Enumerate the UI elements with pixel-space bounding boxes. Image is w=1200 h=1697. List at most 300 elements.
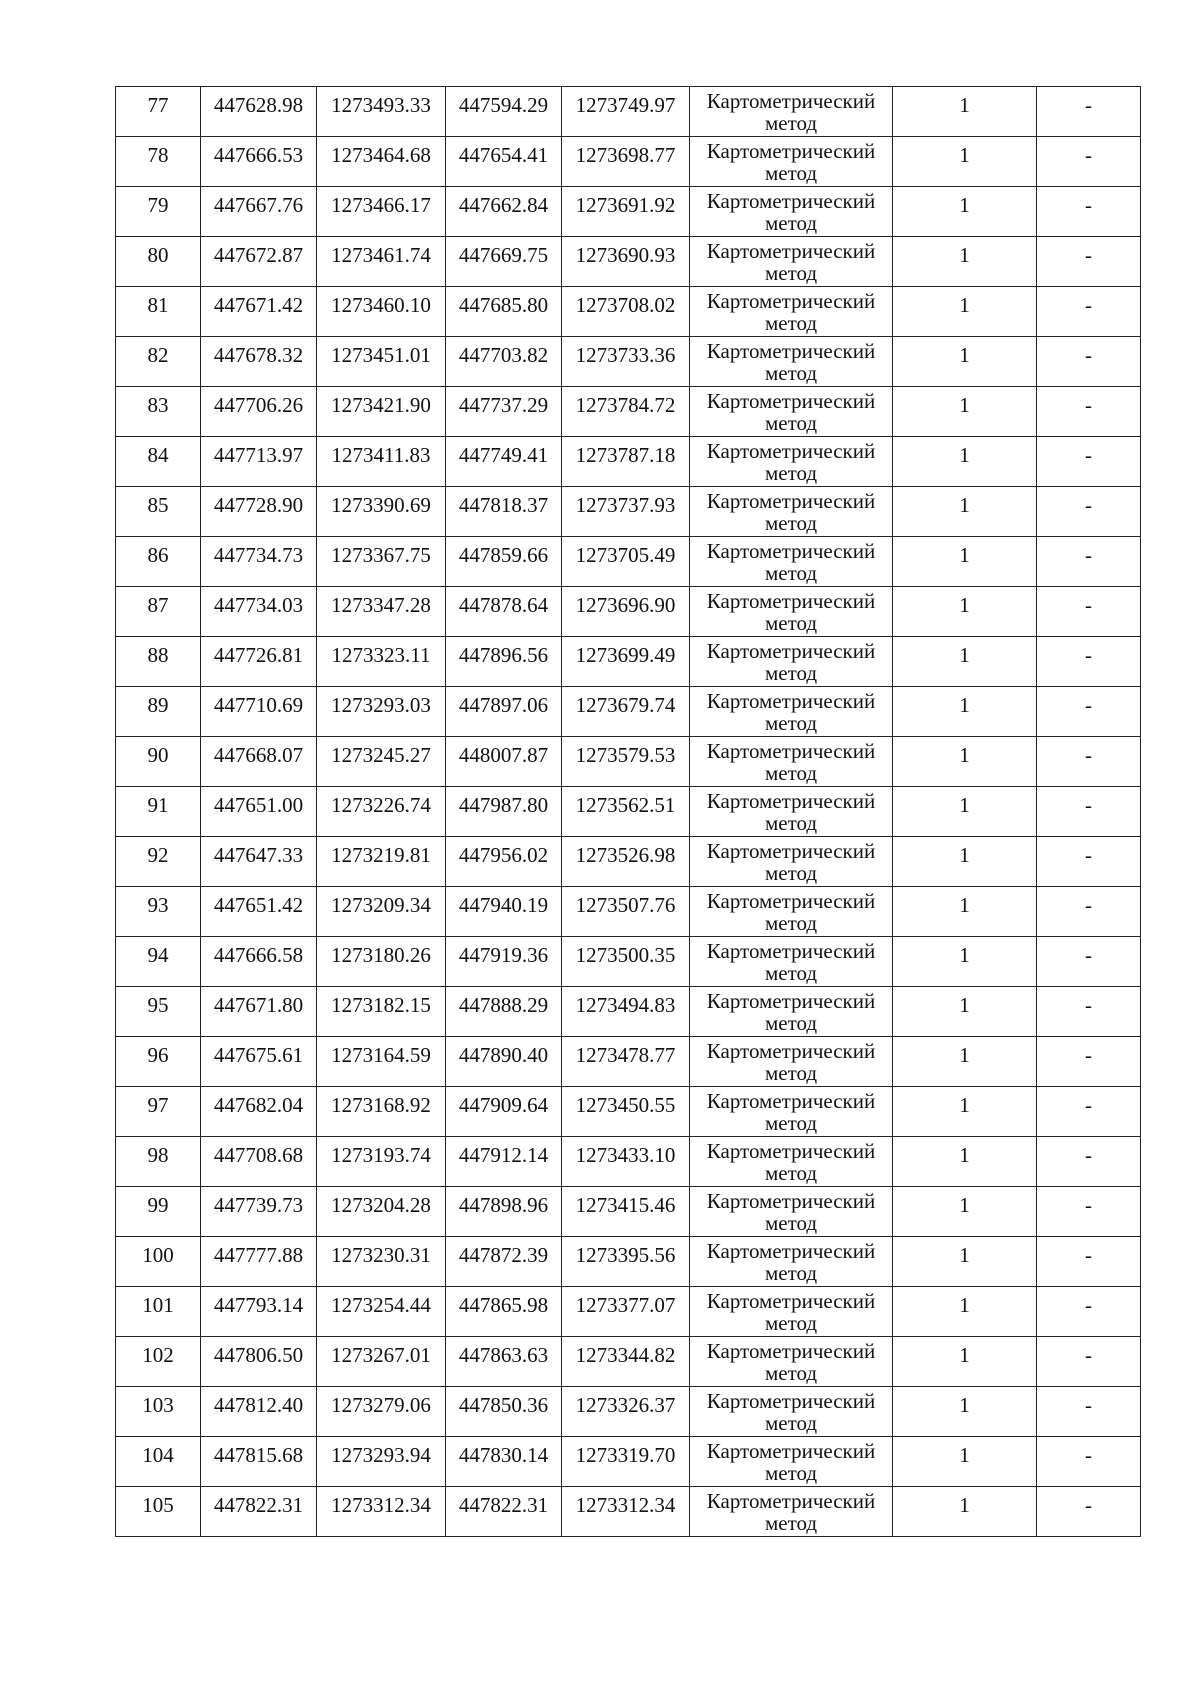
point-number-cell: 94 [116, 937, 201, 987]
accuracy-cell: 1 [893, 87, 1037, 137]
y-coordinate-cell: 1273180.26 [317, 937, 446, 987]
table-row [116, 837, 1141, 887]
y-coordinate-cell: 1273464.68 [317, 137, 446, 187]
accuracy-cell: 1 [893, 887, 1037, 937]
x-coordinate-2-cell: 447822.31 [446, 1487, 562, 1537]
table-row [116, 1387, 1141, 1437]
accuracy-cell: 1 [893, 1187, 1037, 1237]
note-cell: - [1037, 337, 1141, 387]
point-number-cell: 105 [116, 1487, 201, 1537]
y-coordinate-cell: 1273219.81 [317, 837, 446, 887]
method-cell [690, 587, 893, 637]
accuracy-cell: 1 [893, 137, 1037, 187]
method-cell [690, 187, 893, 237]
x-coordinate-2-cell: 447859.66 [446, 537, 562, 587]
note-cell: - [1037, 887, 1141, 937]
y-coordinate-cell: 1273367.75 [317, 537, 446, 587]
x-coordinate-2-cell: 447987.80 [446, 787, 562, 837]
method-label-continued: метод [764, 411, 818, 435]
method-cell [690, 1337, 893, 1387]
method-label-continued: метод [764, 1361, 818, 1385]
x-coordinate-2-cell: 447654.41 [446, 137, 562, 187]
x-coordinate-cell: 447647.33 [201, 837, 317, 887]
method-cell [690, 1237, 893, 1287]
note-cell: - [1037, 137, 1141, 187]
method-label: Картометрический [706, 489, 876, 513]
x-coordinate-2-cell: 447830.14 [446, 1437, 562, 1487]
method-label-continued: метод [764, 961, 818, 985]
method-cell [690, 437, 893, 487]
table-row [116, 337, 1141, 387]
method-label: Картометрический [706, 389, 876, 413]
y-coordinate-2-cell: 1273690.93 [562, 237, 690, 287]
x-coordinate-2-cell: 447749.41 [446, 437, 562, 487]
method-label: Картометрический [706, 89, 876, 113]
table-row [116, 887, 1141, 937]
method-label-continued: метод [764, 1211, 818, 1235]
x-coordinate-cell: 447708.68 [201, 1137, 317, 1187]
method-label: Картометрический [706, 1339, 876, 1363]
coordinates-table [115, 86, 1141, 1537]
method-label-continued: метод [764, 511, 818, 535]
x-coordinate-cell: 447728.90 [201, 487, 317, 537]
point-number-cell: 98 [116, 1137, 201, 1187]
note-cell: - [1037, 737, 1141, 787]
point-number-cell: 81 [116, 287, 201, 337]
method-label: Картометрический [706, 1089, 876, 1113]
x-coordinate-cell: 447651.00 [201, 787, 317, 837]
method-label-continued: метод [764, 211, 818, 235]
note-cell: - [1037, 1437, 1141, 1487]
method-label-continued: метод [764, 811, 818, 835]
method-cell [690, 387, 893, 437]
point-number-cell: 87 [116, 587, 201, 637]
y-coordinate-2-cell: 1273494.83 [562, 987, 690, 1037]
method-label: Картометрический [706, 139, 876, 163]
y-coordinate-2-cell: 1273733.36 [562, 337, 690, 387]
note-cell: - [1037, 637, 1141, 687]
method-cell [690, 537, 893, 587]
method-label: Картометрический [706, 639, 876, 663]
y-coordinate-2-cell: 1273377.07 [562, 1287, 690, 1337]
y-coordinate-2-cell: 1273478.77 [562, 1037, 690, 1087]
accuracy-cell: 1 [893, 1087, 1037, 1137]
note-cell: - [1037, 87, 1141, 137]
point-number-cell: 77 [116, 87, 201, 137]
x-coordinate-2-cell: 447919.36 [446, 937, 562, 987]
method-label-continued: метод [764, 1461, 818, 1485]
method-label-continued: метод [764, 1311, 818, 1335]
x-coordinate-cell: 447734.03 [201, 587, 317, 637]
method-label-continued: метод [764, 1411, 818, 1435]
table-row [116, 1437, 1141, 1487]
point-number-cell: 99 [116, 1187, 201, 1237]
x-coordinate-cell: 447822.31 [201, 1487, 317, 1537]
accuracy-cell: 1 [893, 287, 1037, 337]
method-label: Картометрический [706, 339, 876, 363]
y-coordinate-2-cell: 1273749.97 [562, 87, 690, 137]
point-number-cell: 82 [116, 337, 201, 387]
x-coordinate-cell: 447667.76 [201, 187, 317, 237]
x-coordinate-cell: 447710.69 [201, 687, 317, 737]
table-row [116, 937, 1141, 987]
y-coordinate-cell: 1273347.28 [317, 587, 446, 637]
x-coordinate-2-cell: 447896.56 [446, 637, 562, 687]
x-coordinate-cell: 447706.26 [201, 387, 317, 437]
method-label-continued: метод [764, 311, 818, 335]
method-label: Картометрический [706, 989, 876, 1013]
accuracy-cell: 1 [893, 787, 1037, 837]
point-number-cell: 100 [116, 1237, 201, 1287]
y-coordinate-2-cell: 1273450.55 [562, 1087, 690, 1137]
x-coordinate-cell: 447666.53 [201, 137, 317, 187]
x-coordinate-2-cell: 447898.96 [446, 1187, 562, 1237]
accuracy-cell: 1 [893, 987, 1037, 1037]
method-label: Картометрический [706, 739, 876, 763]
x-coordinate-2-cell: 447890.40 [446, 1037, 562, 1087]
table-row [116, 787, 1141, 837]
method-label-continued: метод [764, 461, 818, 485]
y-coordinate-cell: 1273193.74 [317, 1137, 446, 1187]
x-coordinate-2-cell: 447912.14 [446, 1137, 562, 1187]
table-row [116, 187, 1141, 237]
method-label: Картометрический [706, 1439, 876, 1463]
method-cell [690, 1387, 893, 1437]
x-coordinate-cell: 447666.58 [201, 937, 317, 987]
x-coordinate-2-cell: 447662.84 [446, 187, 562, 237]
y-coordinate-cell: 1273460.10 [317, 287, 446, 337]
x-coordinate-2-cell: 447703.82 [446, 337, 562, 387]
table-row [116, 137, 1141, 187]
accuracy-cell: 1 [893, 937, 1037, 987]
accuracy-cell: 1 [893, 687, 1037, 737]
y-coordinate-2-cell: 1273526.98 [562, 837, 690, 887]
y-coordinate-cell: 1273164.59 [317, 1037, 446, 1087]
method-label-continued: метод [764, 561, 818, 585]
point-number-cell: 88 [116, 637, 201, 687]
x-coordinate-cell: 447682.04 [201, 1087, 317, 1137]
y-coordinate-2-cell: 1273507.76 [562, 887, 690, 937]
point-number-cell: 89 [116, 687, 201, 737]
method-label-continued: метод [764, 1161, 818, 1185]
x-coordinate-2-cell: 447897.06 [446, 687, 562, 737]
table-row [116, 1337, 1141, 1387]
accuracy-cell: 1 [893, 737, 1037, 787]
method-label-continued: метод [764, 361, 818, 385]
y-coordinate-cell: 1273411.83 [317, 437, 446, 487]
method-cell [690, 287, 893, 337]
x-coordinate-cell: 447628.98 [201, 87, 317, 137]
note-cell: - [1037, 587, 1141, 637]
x-coordinate-cell: 447726.81 [201, 637, 317, 687]
y-coordinate-cell: 1273230.31 [317, 1237, 446, 1287]
x-coordinate-2-cell: 447863.63 [446, 1337, 562, 1387]
method-cell [690, 337, 893, 387]
method-label: Картометрический [706, 689, 876, 713]
point-number-cell: 83 [116, 387, 201, 437]
y-coordinate-2-cell: 1273326.37 [562, 1387, 690, 1437]
y-coordinate-2-cell: 1273562.51 [562, 787, 690, 837]
x-coordinate-2-cell: 447685.80 [446, 287, 562, 337]
x-coordinate-cell: 447678.32 [201, 337, 317, 387]
method-label: Картометрический [706, 1139, 876, 1163]
y-coordinate-cell: 1273245.27 [317, 737, 446, 787]
method-label-continued: метод [764, 911, 818, 935]
method-label-continued: метод [764, 1061, 818, 1085]
y-coordinate-cell: 1273254.44 [317, 1287, 446, 1337]
note-cell: - [1037, 837, 1141, 887]
note-cell: - [1037, 537, 1141, 587]
method-label: Картометрический [706, 889, 876, 913]
y-coordinate-cell: 1273323.11 [317, 637, 446, 687]
x-coordinate-2-cell: 447669.75 [446, 237, 562, 287]
table-row [116, 1037, 1141, 1087]
accuracy-cell: 1 [893, 587, 1037, 637]
accuracy-cell: 1 [893, 1487, 1037, 1537]
method-label: Картометрический [706, 589, 876, 613]
y-coordinate-2-cell: 1273433.10 [562, 1137, 690, 1187]
note-cell: - [1037, 187, 1141, 237]
note-cell: - [1037, 937, 1141, 987]
note-cell: - [1037, 237, 1141, 287]
table-row [116, 387, 1141, 437]
y-coordinate-2-cell: 1273708.02 [562, 287, 690, 337]
point-number-cell: 90 [116, 737, 201, 787]
method-cell [690, 987, 893, 1037]
method-label-continued: метод [764, 261, 818, 285]
x-coordinate-2-cell: 448007.87 [446, 737, 562, 787]
point-number-cell: 80 [116, 237, 201, 287]
x-coordinate-2-cell: 447872.39 [446, 1237, 562, 1287]
accuracy-cell: 1 [893, 637, 1037, 687]
method-label: Картометрический [706, 789, 876, 813]
y-coordinate-2-cell: 1273691.92 [562, 187, 690, 237]
method-cell [690, 87, 893, 137]
method-cell [690, 937, 893, 987]
method-label: Картометрический [706, 439, 876, 463]
table-body [116, 87, 1141, 1537]
x-coordinate-2-cell: 447865.98 [446, 1287, 562, 1337]
y-coordinate-2-cell: 1273344.82 [562, 1337, 690, 1387]
accuracy-cell: 1 [893, 387, 1037, 437]
accuracy-cell: 1 [893, 237, 1037, 287]
method-label-continued: метод [764, 861, 818, 885]
accuracy-cell: 1 [893, 1237, 1037, 1287]
y-coordinate-cell: 1273293.94 [317, 1437, 446, 1487]
y-coordinate-2-cell: 1273787.18 [562, 437, 690, 487]
x-coordinate-cell: 447806.50 [201, 1337, 317, 1387]
y-coordinate-cell: 1273390.69 [317, 487, 446, 537]
method-cell [690, 137, 893, 187]
accuracy-cell: 1 [893, 837, 1037, 887]
point-number-cell: 104 [116, 1437, 201, 1487]
x-coordinate-cell: 447713.97 [201, 437, 317, 487]
x-coordinate-2-cell: 447909.64 [446, 1087, 562, 1137]
method-cell [690, 487, 893, 537]
method-label-continued: метод [764, 761, 818, 785]
y-coordinate-2-cell: 1273415.46 [562, 1187, 690, 1237]
note-cell: - [1037, 987, 1141, 1037]
y-coordinate-2-cell: 1273698.77 [562, 137, 690, 187]
table-row [116, 987, 1141, 1037]
x-coordinate-cell: 447739.73 [201, 1187, 317, 1237]
method-label-continued: метод [764, 611, 818, 635]
x-coordinate-cell: 447671.80 [201, 987, 317, 1037]
table-row [116, 1137, 1141, 1187]
method-cell [690, 637, 893, 687]
y-coordinate-2-cell: 1273500.35 [562, 937, 690, 987]
x-coordinate-cell: 447651.42 [201, 887, 317, 937]
point-number-cell: 97 [116, 1087, 201, 1137]
method-cell [690, 837, 893, 887]
point-number-cell: 78 [116, 137, 201, 187]
method-label-continued: метод [764, 1011, 818, 1035]
note-cell: - [1037, 787, 1141, 837]
table-row [116, 1287, 1141, 1337]
y-coordinate-2-cell: 1273679.74 [562, 687, 690, 737]
method-label: Картометрический [706, 289, 876, 313]
x-coordinate-cell: 447671.42 [201, 287, 317, 337]
method-cell [690, 1087, 893, 1137]
point-number-cell: 95 [116, 987, 201, 1037]
y-coordinate-cell: 1273209.34 [317, 887, 446, 937]
x-coordinate-2-cell: 447594.29 [446, 87, 562, 137]
y-coordinate-cell: 1273168.92 [317, 1087, 446, 1137]
accuracy-cell: 1 [893, 487, 1037, 537]
method-cell [690, 1037, 893, 1087]
accuracy-cell: 1 [893, 337, 1037, 387]
note-cell: - [1037, 437, 1141, 487]
table-row [116, 437, 1141, 487]
point-number-cell: 85 [116, 487, 201, 537]
x-coordinate-cell: 447734.73 [201, 537, 317, 587]
method-label: Картометрический [706, 1489, 876, 1513]
point-number-cell: 84 [116, 437, 201, 487]
x-coordinate-2-cell: 447737.29 [446, 387, 562, 437]
point-number-cell: 103 [116, 1387, 201, 1437]
y-coordinate-cell: 1273312.34 [317, 1487, 446, 1537]
method-cell [690, 1287, 893, 1337]
y-coordinate-2-cell: 1273784.72 [562, 387, 690, 437]
method-label-continued: метод [764, 111, 818, 135]
method-label: Картометрический [706, 239, 876, 263]
table-row [116, 1087, 1141, 1137]
method-label-continued: метод [764, 161, 818, 185]
y-coordinate-cell: 1273279.06 [317, 1387, 446, 1437]
note-cell: - [1037, 1387, 1141, 1437]
method-cell [690, 687, 893, 737]
table-row [116, 687, 1141, 737]
y-coordinate-2-cell: 1273737.93 [562, 487, 690, 537]
method-label: Картометрический [706, 839, 876, 863]
method-label: Картометрический [706, 189, 876, 213]
method-label-continued: метод [764, 1511, 818, 1535]
method-label-continued: метод [764, 661, 818, 685]
y-coordinate-cell: 1273493.33 [317, 87, 446, 137]
x-coordinate-2-cell: 447818.37 [446, 487, 562, 537]
method-label-continued: метод [764, 1111, 818, 1135]
table-row [116, 487, 1141, 537]
table-row [116, 87, 1141, 137]
point-number-cell: 102 [116, 1337, 201, 1387]
y-coordinate-cell: 1273451.01 [317, 337, 446, 387]
table-row [116, 1187, 1141, 1237]
accuracy-cell: 1 [893, 437, 1037, 487]
method-label: Картометрический [706, 939, 876, 963]
x-coordinate-cell: 447668.07 [201, 737, 317, 787]
note-cell: - [1037, 287, 1141, 337]
y-coordinate-cell: 1273204.28 [317, 1187, 446, 1237]
accuracy-cell: 1 [893, 537, 1037, 587]
table-row [116, 737, 1141, 787]
note-cell: - [1037, 1287, 1141, 1337]
accuracy-cell: 1 [893, 1287, 1037, 1337]
note-cell: - [1037, 1037, 1141, 1087]
x-coordinate-cell: 447793.14 [201, 1287, 317, 1337]
x-coordinate-2-cell: 447878.64 [446, 587, 562, 637]
method-label: Картометрический [706, 539, 876, 563]
accuracy-cell: 1 [893, 1037, 1037, 1087]
note-cell: - [1037, 1487, 1141, 1537]
y-coordinate-cell: 1273267.01 [317, 1337, 446, 1387]
method-label-continued: метод [764, 1261, 818, 1285]
method-label: Картометрический [706, 1389, 876, 1413]
y-coordinate-2-cell: 1273579.53 [562, 737, 690, 787]
table-row [116, 1487, 1141, 1537]
y-coordinate-cell: 1273226.74 [317, 787, 446, 837]
point-number-cell: 91 [116, 787, 201, 837]
method-cell [690, 1187, 893, 1237]
method-label: Картометрический [706, 1189, 876, 1213]
note-cell: - [1037, 1187, 1141, 1237]
point-number-cell: 92 [116, 837, 201, 887]
x-coordinate-cell: 447815.68 [201, 1437, 317, 1487]
y-coordinate-2-cell: 1273395.56 [562, 1237, 690, 1287]
y-coordinate-2-cell: 1273312.34 [562, 1487, 690, 1537]
method-cell [690, 737, 893, 787]
x-coordinate-2-cell: 447850.36 [446, 1387, 562, 1437]
y-coordinate-cell: 1273182.15 [317, 987, 446, 1037]
y-coordinate-cell: 1273466.17 [317, 187, 446, 237]
y-coordinate-cell: 1273421.90 [317, 387, 446, 437]
note-cell: - [1037, 1087, 1141, 1137]
note-cell: - [1037, 687, 1141, 737]
note-cell: - [1037, 1337, 1141, 1387]
x-coordinate-cell: 447812.40 [201, 1387, 317, 1437]
x-coordinate-2-cell: 447956.02 [446, 837, 562, 887]
note-cell: - [1037, 387, 1141, 437]
accuracy-cell: 1 [893, 1387, 1037, 1437]
table-row [116, 537, 1141, 587]
method-cell [690, 1487, 893, 1537]
table-row [116, 1237, 1141, 1287]
method-label: Картометрический [706, 1239, 876, 1263]
accuracy-cell: 1 [893, 1137, 1037, 1187]
point-number-cell: 86 [116, 537, 201, 587]
method-cell [690, 787, 893, 837]
method-cell [690, 1137, 893, 1187]
point-number-cell: 96 [116, 1037, 201, 1087]
y-coordinate-2-cell: 1273696.90 [562, 587, 690, 637]
x-coordinate-cell: 447672.87 [201, 237, 317, 287]
x-coordinate-cell: 447777.88 [201, 1237, 317, 1287]
method-cell [690, 1437, 893, 1487]
accuracy-cell: 1 [893, 187, 1037, 237]
point-number-cell: 79 [116, 187, 201, 237]
table-row [116, 587, 1141, 637]
table-row [116, 287, 1141, 337]
method-cell [690, 237, 893, 287]
